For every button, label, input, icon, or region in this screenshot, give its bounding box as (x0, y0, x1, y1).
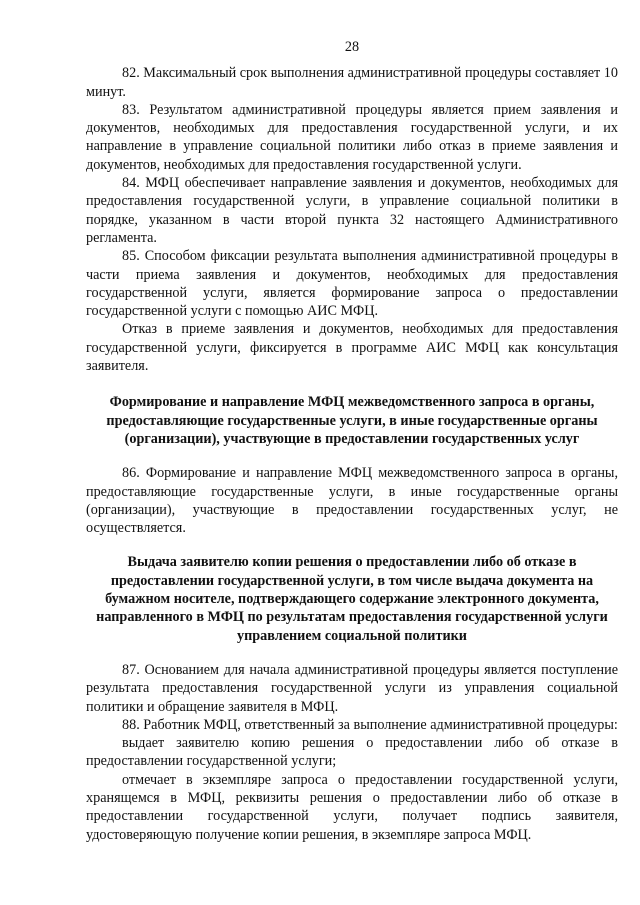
section-heading-issuing-decision: Выдача заявителю копии решения о предоставлении либо об отказе в предоставлении государственной услуги, в том числе выдача документа на бумажном носителе, подтверждающего содержание электронного документа, направленного в МФЦ по результатам предоставления государственной услуги управлением социальной политики (96, 554, 608, 644)
paragraph-82: 82. Максимальный срок выполнения административной процедуры составляет 10 минут. (86, 65, 618, 100)
paragraph-88-item-record: отмечает в экземпляре запроса о предоставлении государственной услуги, хранящемся в МФЦ, реквизиты решения о предоставлении либо об отказе в предоставлении государственной услуги, получает подпись заявителя, удостоверяющую получение копии решения, в экземпляре запроса МФЦ. (86, 771, 618, 843)
paragraph-84: 84. МФЦ обеспечивает направление заявления и документов, необходимых для предоставления государственной услуги, в управление социальной политики в порядке, указанном в части второй пункта 32 настоящего Административного регламента. (86, 175, 618, 246)
page-number: 28 (344, 39, 360, 55)
paragraph-85: 85. Способом фиксации результата выполнения административной процедуры в части приема заявления и документов, необходимых для предоставления государственной услуги, является формирование запроса о предоставлении государственной услуги с помощью АИС МФЦ. (86, 248, 618, 320)
paragraph-87: 87. Основанием для начала административной процедуры является поступление результата предоставления государственной услуги из управления социальной политики и обращение заявителя в МФЦ. (86, 661, 618, 715)
paragraph-88: 88. Работник МФЦ, ответственный за выполнение административной процедуры: (122, 716, 618, 733)
paragraph-86: 86. Формирование и направление МФЦ межведомственного запроса в органы, предоставляющие государственные услуги, в иные государственные органы (организации), участвующие в предоставлении государственных услуг, не осуществляется. (86, 465, 618, 537)
document-page (86, 38, 618, 844)
paragraph-88-item-issue: выдает заявителю копию решения о предоставлении либо об отказе в предоставлении государственной услуги; (86, 735, 618, 770)
paragraph-83: 83. Результатом административной процедуры является прием заявления и документов, необходимых для предоставления государственной услуги, и их направление в управление социальной политики либо отказ в приеме заявления и документов, необходимых для предоставления государственной услуги. (86, 101, 618, 173)
section-heading-interagency-request: Формирование и направление МФЦ межведомственного запроса в органы, предоставляющие государственные услуги, в иные государственные органы (организации), участвующие в предоставлении государственных услуг (106, 394, 598, 447)
paragraph-refusal: Отказ в приеме заявления и документов, необходимых для предоставления государственной услуги, фиксируется в программе АИС МФЦ как консультация заявителя. (86, 321, 618, 375)
